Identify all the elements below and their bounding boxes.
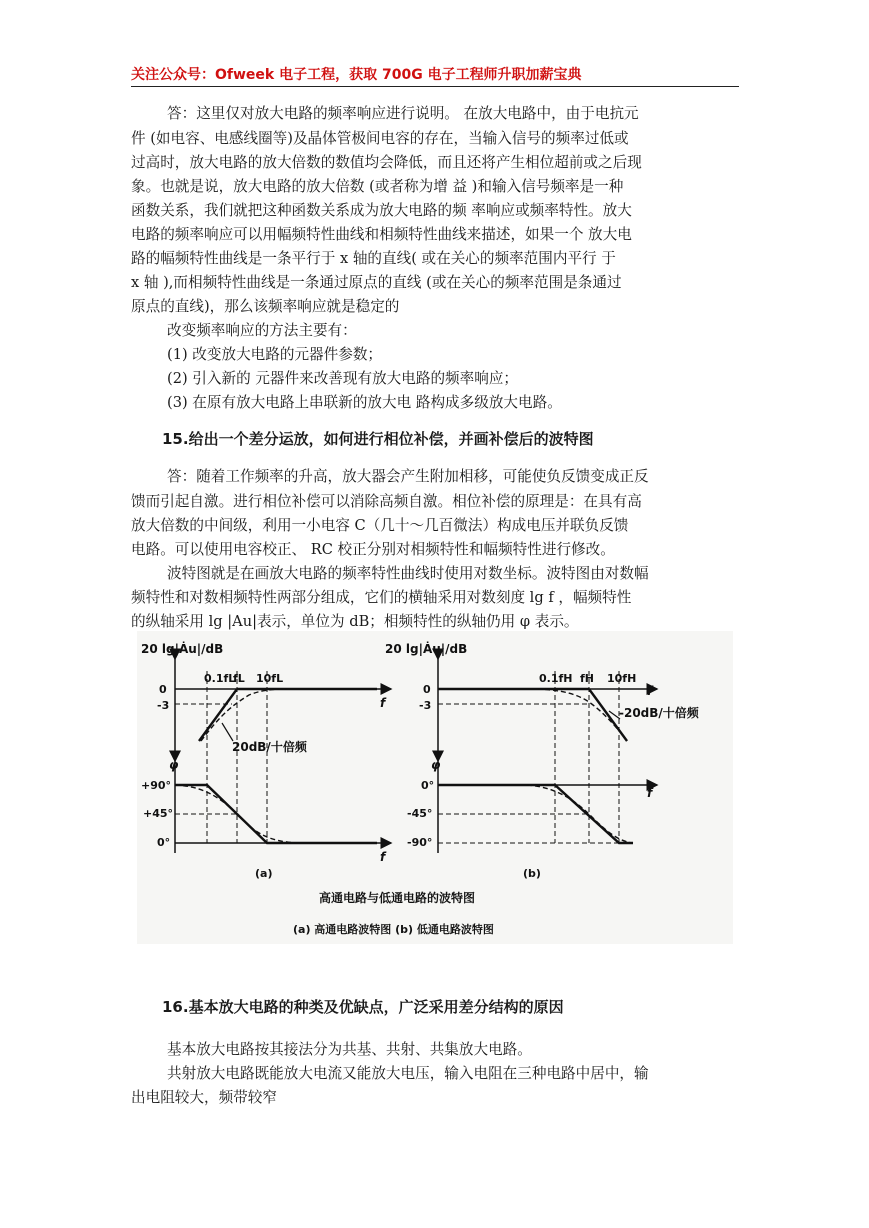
paragraph-line: 基本放大电路按其接法分为共基、共射、共集放大电路。	[167, 1041, 532, 1058]
b-freq-label: 0.1fH	[539, 672, 573, 685]
paragraph-line: 馈而引起自激。进行相位补偿可以消除高频自激。相位补偿的原理是：在具有高	[131, 493, 642, 510]
a-phase-ylabel: φ	[169, 758, 179, 772]
a-freq-label: 10fL	[256, 672, 284, 685]
paragraph-line: 频特性和对数相频特性两部分组成，它们的横轴采用对数刻度 lg f ，幅频特性	[131, 589, 632, 606]
paragraph-line: 电路的频率响应可以用幅频特性曲线和相频特性曲线来描述，如果一个 放大电	[131, 226, 632, 243]
a-phase-tick: 0°	[157, 836, 171, 849]
b-slope-label: -20dB/十倍频	[619, 706, 699, 720]
a-mag-ylabel: 20 lg|Ȧu|/dB	[141, 642, 224, 656]
paragraph-line: 答：随着工作频率的升高，放大器会产生附加相移，可能使负反馈变成正反	[167, 468, 649, 485]
bode-plot-svg	[137, 631, 733, 944]
paragraph-line: x 轴 ),而相频特性曲线是一条通过原点的直线 (或在关心的频率范围是条通过	[131, 274, 622, 291]
b-phase-ylabel: φ	[431, 758, 441, 772]
panel-a	[141, 641, 391, 880]
b-phase-tick: -45°	[407, 807, 433, 820]
page-header	[131, 62, 739, 87]
a-f-axis-label: f	[380, 696, 386, 710]
a-slope-leader	[222, 723, 233, 741]
a-freq-label: 0.1fL	[204, 672, 236, 685]
paragraph-line: 波特图就是在画放大电路的频率特性曲线时使用对数坐标。波特图由对数幅	[167, 565, 649, 582]
b-freq-label: 10fH	[607, 672, 637, 685]
paragraph-line: 象。也就是说，放大电路的放大倍数 (或者称为增 益 )和输入信号频率是一种	[131, 178, 624, 195]
b-caption: (b)	[523, 867, 541, 880]
figure-subtitle: (a) 高通电路波特图 (b) 低通电路波特图	[293, 923, 494, 936]
section-heading: 15.给出一个差分运放，如何进行相位补偿，并画补偿后的波特图	[162, 430, 594, 448]
paragraph-line: 共射放大电路既能放大电流又能放大电压，输入电阻在三种电路中居中，输	[167, 1065, 649, 1082]
b-phase-tick: -90°	[407, 836, 433, 849]
a-mag-tick: 0	[159, 683, 167, 696]
paragraph-line: 件 (如电容、电感线圈等)及晶体管极间电容的存在，当输入信号的频率过低或	[131, 130, 629, 147]
paragraph-line: 改变频率响应的方法主要有：	[167, 322, 357, 339]
b-mag-ylabel: 20 lg|Ȧu|/dB	[385, 642, 468, 656]
header-promo-text: 关注公众号：Ofweek 电子工程，获取 700G 电子工程师升职加薪宝典	[131, 67, 582, 83]
a-slope-label: 20dB/十倍频	[232, 740, 307, 754]
paragraph-line: 答：这里仅对放大电路的频率响应进行说明。 在放大电路中，由于电抗元	[167, 105, 639, 122]
paragraph-line: 的纵轴采用 lg |Au|表示，单位为 dB；相频特性的纵轴仍用 φ 表示。	[131, 613, 579, 630]
panel-b	[385, 641, 700, 880]
a-mag-tick: -3	[157, 699, 170, 712]
paragraph-line: 过高时，放大电路的放大倍数的数值均会降低，而且还将产生相位超前或之后现	[131, 154, 642, 171]
paragraph-line: 放大倍数的中间级，利用一小电容 C（几十～几百微法）构成电压并联负反馈	[131, 517, 629, 534]
paragraph-line: 出电阻较大，频带较窄	[131, 1089, 277, 1106]
paragraph-line: 路的幅频特性曲线是一条平行于 x 轴的直线( 或在关心的频率范围内平行 于	[131, 250, 616, 267]
bode-plot-figure	[137, 631, 733, 944]
a-freq-label: fL	[233, 672, 245, 685]
b-freq-label: fH	[580, 672, 594, 685]
b-phase-tick: 0°	[421, 779, 435, 792]
paragraph-line: 原点的直线)，那么该频率响应就是稳定的	[131, 298, 400, 315]
paragraph-line: 电路。可以使用电容校正、 RC 校正分别对相频特性和幅频特性进行修改。	[131, 541, 615, 558]
b-mag-tick: 0	[423, 683, 431, 696]
list-item: (2) 引入新的 元器件来改善现有放大电路的频率响应；	[167, 370, 519, 387]
a-phase-tick: +45°	[143, 807, 174, 820]
b-f-axis-label: f	[647, 684, 653, 698]
paragraph-line: 函数关系，我们就把这种函数关系成为放大电路的频 率响应或频率特性。放大	[131, 202, 632, 219]
list-item: (1) 改变放大电路的元器件参数；	[167, 346, 383, 363]
b-f-axis-label: f	[647, 786, 653, 800]
a-mag-curve	[201, 689, 287, 741]
list-item: (3) 在原有放大电路上串联新的放大电 路构成多级放大电路。	[167, 394, 562, 411]
a-caption: (a)	[255, 867, 273, 880]
b-mag-tick: -3	[419, 699, 432, 712]
a-phase-asymptote	[175, 785, 377, 843]
a-phase-tick: +90°	[141, 779, 172, 792]
figure-title: 高通电路与低通电路的波特图	[319, 891, 476, 905]
a-mag-asymptote	[199, 689, 237, 741]
a-f-axis-label: f	[380, 850, 386, 864]
section-heading: 16.基本放大电路的种类及优缺点，广泛采用差分结构的原因	[162, 998, 564, 1016]
